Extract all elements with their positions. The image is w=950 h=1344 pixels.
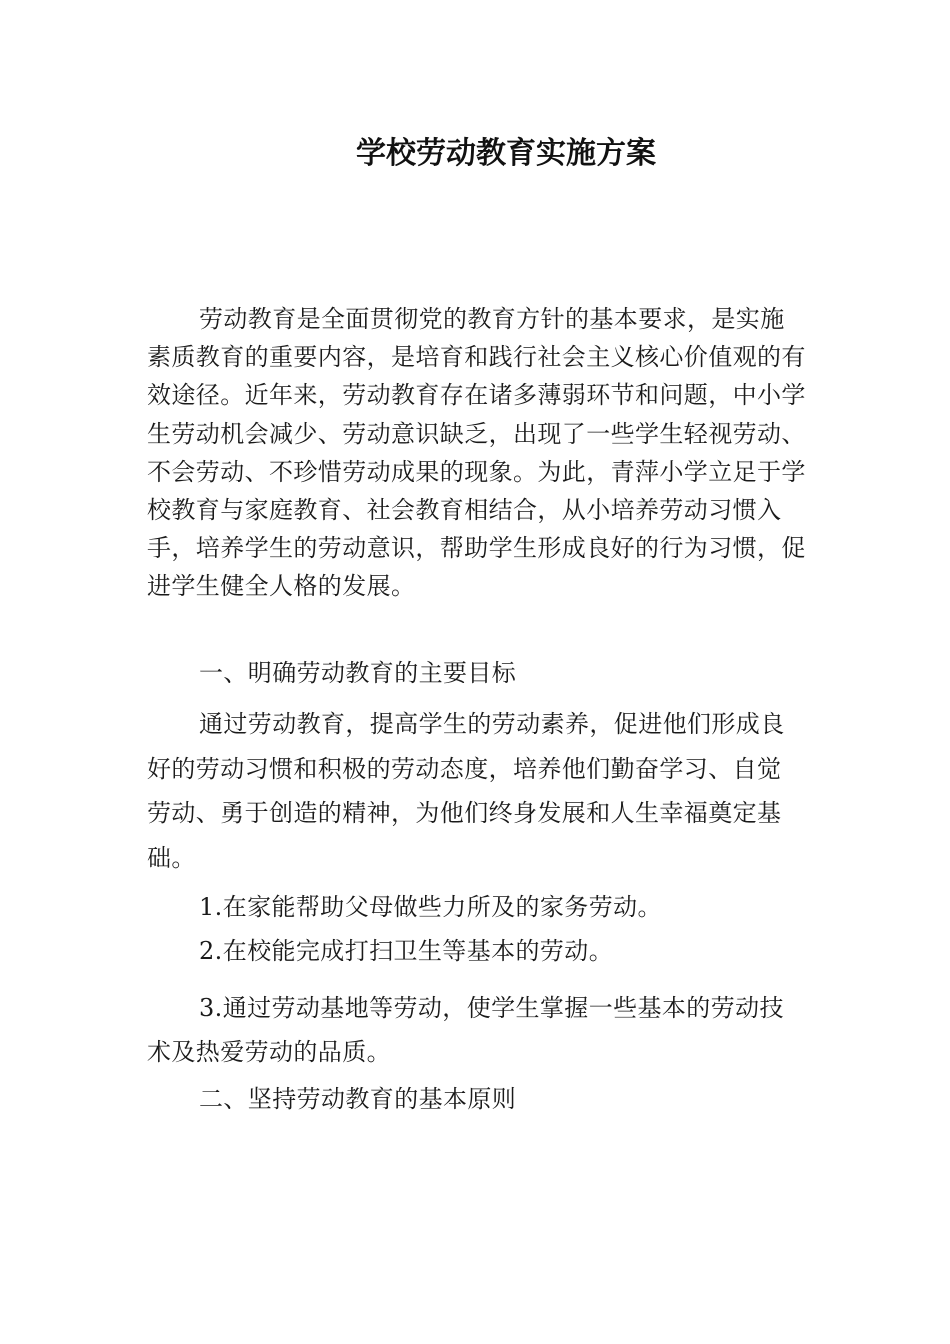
goal-item-1: 1.在家能帮助父母做些力所及的家务劳动。 xyxy=(199,893,662,921)
section-heading-principles: 二、坚持劳动教育的基本原则 xyxy=(199,1085,517,1113)
document-title: 学校劳动教育实施方案 xyxy=(356,136,656,171)
section-heading-goals: 一、明确劳动教育的主要目标 xyxy=(199,659,517,687)
goal-item-3: 3.通过劳动基地等劳动，使学生掌握一些基本的劳动技术及热爱劳动的品质。 xyxy=(147,994,784,1066)
goal-item-2: 2.在校能完成打扫卫生等基本的劳动。 xyxy=(199,937,614,965)
intro-paragraph: 劳动教育是全面贯彻党的教育方针的基本要求，是实施素质教育的重要内容，是培育和践行社会主义核心价值观的有效途径。近年来，劳动教育存在诸多薄弱环节和问题，中小学生劳动机会减少、劳动意识缺乏，出现了一些学生轻视劳动、不会劳动、不珍惜劳动成果的现象。为此，青萍小学立足于学校教育与家庭教育、社会教育相结合，从小培养劳动习惯入手，培养学生的劳动意识，帮助学生形成良好的行为习惯，促进学生健全人格的发展。 xyxy=(147,305,806,601)
goal-paragraph: 通过劳动教育，提高学生的劳动素养，促进他们形成良好的劳动习惯和积极的劳动态度，培养他们勤奋学习、自觉 劳动、勇于创造的精神，为他们终身发展和人生幸福奠定基 础。 xyxy=(147,710,785,872)
